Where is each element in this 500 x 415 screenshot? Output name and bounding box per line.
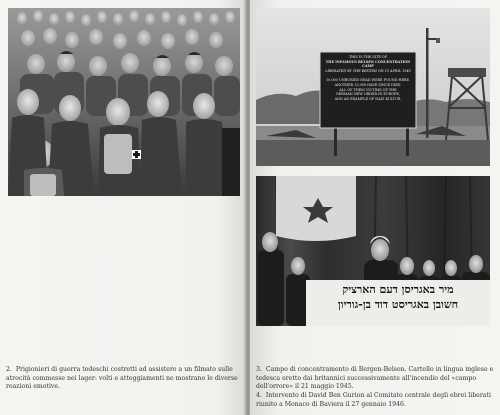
sign-line: LIBERATED BY THE BRITISH ON 15 APRIL 1945	[325, 68, 411, 73]
caption-number: 3.	[256, 366, 262, 373]
caption-4	[256, 392, 494, 409]
belsen-sign-photo	[256, 8, 490, 166]
left-page	[0, 0, 246, 415]
caption-3	[256, 366, 494, 392]
caption-text: Campo di concentramento di Bergen-Belsen. Cartello in lingua inglese e tedesca eretto dai britannici successivamente all'incendio del «campo dell'orrore» il 21 maggio 1945.	[256, 366, 494, 391]
right-page	[250, 0, 500, 415]
sign-line: GERMAN NEW ORDER IN EUROPE,	[336, 92, 400, 97]
sign-line: 10,000 UNBURIED DEAD WERE FOUND HERE.	[325, 78, 411, 83]
caption-number: 2.	[6, 366, 12, 373]
ben-gurion-photo	[256, 176, 490, 326]
sign-line: ALL OF THEM VICTIMS OF THE	[339, 87, 397, 92]
sign-line: THE INFAMOUS BELSEN CONCENTRATION CAMP	[325, 59, 411, 69]
caption-text: Prigionieri di guerra tedeschi costretti ad assistere a un filmato sulle atrocità commesse nei lager: volti e atteggiamenti ne mostrano le diverse reazioni emotive.	[6, 366, 238, 391]
banner-line: חשובן באגריסט דוד בן-גוריון	[337, 298, 459, 311]
sign-line: AND AN EXAMPLE OF NAZI KULTUR.	[334, 96, 402, 101]
hebrew-banner	[308, 282, 488, 312]
sign-line: ANOTHER 13,000 HAVE SINCE DIED.	[334, 82, 402, 87]
prisoners-audience-image	[8, 8, 240, 196]
sign-line: THIS IS THE SITE OF	[348, 55, 388, 59]
caption-2	[6, 366, 238, 392]
prisoners-audience-photo	[8, 8, 240, 196]
caption-number: 4.	[256, 392, 262, 399]
belsen-sign-text	[322, 55, 414, 101]
banner-line: מיר באגריסן דעם הארציק	[342, 283, 454, 296]
caption-text: Intervento di David Ben Gurion al Comitato centrale degli ebrei liberati riunito a Monaco di Baviera il 27 gennaio 1946.	[256, 392, 491, 408]
